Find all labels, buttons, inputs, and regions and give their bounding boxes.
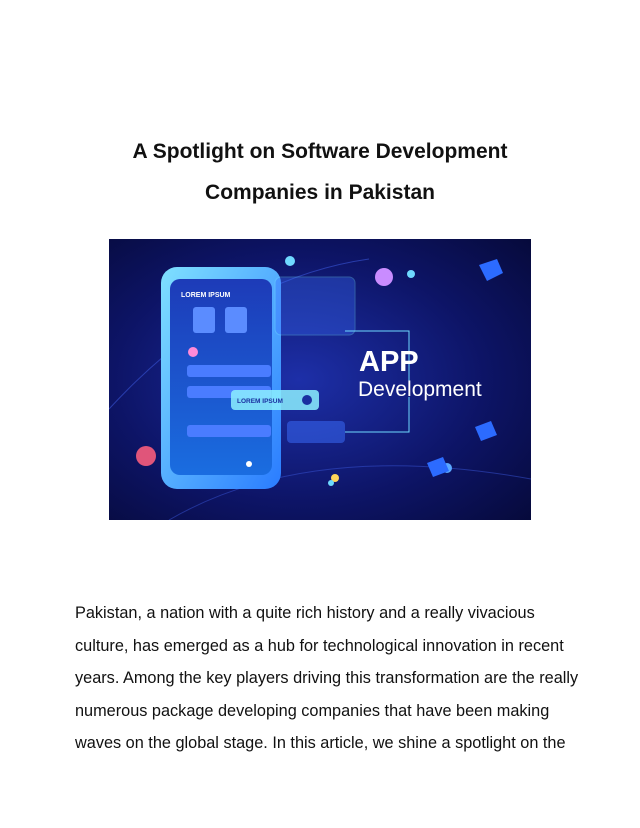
phone-illustration [161,267,281,489]
body-line-1: Pakistan, a nation with a quite rich history and a really vivacious [75,604,535,622]
body-line-5: waves on the global stage. In this article, we shine a spotlight on the [75,734,566,752]
app-heading: APP [359,346,419,378]
development-subheading: Development [358,378,482,401]
card-label: LOREM IPSUM [237,398,283,405]
title-line-2: Companies in Pakistan [205,181,435,204]
screen-header: LOREM IPSUM [181,292,231,299]
body-line-4: numerous package developing companies that have been making [75,702,550,720]
body-line-3: years. Among the key players driving this transformation are the really [75,669,579,687]
floating-card [231,390,319,410]
title-line-1: A Spotlight on Software Development [132,140,508,163]
body-line-2: culture, has emerged as a hub for technological innovation in recent [75,637,564,655]
hero-image [109,239,531,520]
